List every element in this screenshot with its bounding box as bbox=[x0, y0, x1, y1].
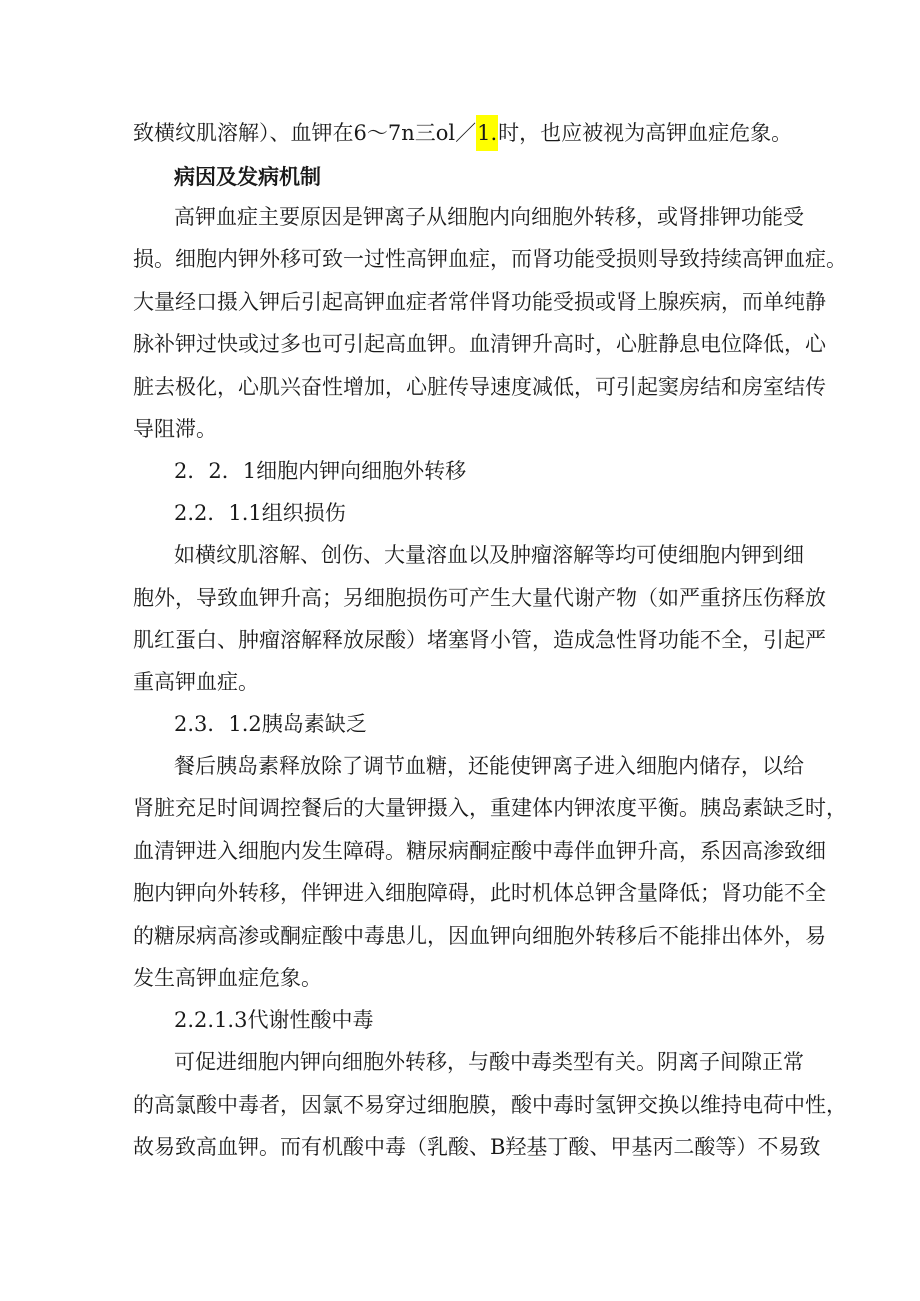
paragraph-line: 重高钾血症。 bbox=[133, 670, 259, 694]
paragraph-line: 损。细胞内钾外移可致一过性高钾血症，而肾功能受损则导致持续高钾血症。 bbox=[133, 247, 847, 271]
highlighted-text: 1. bbox=[476, 115, 498, 151]
subsection-heading: 2．2．1细胞内钾向细胞外转移 bbox=[174, 459, 467, 483]
paragraph-line: 脉补钾过快或过多也可引起高血钾。血清钾升高时，心脏静息电位降低，心 bbox=[133, 332, 826, 356]
paragraph-line: 的高氯酸中毒者，因氯不易穿过细胞膜，酸中毒时氢钾交换以维持电荷中性， bbox=[133, 1093, 847, 1117]
subsection-heading: 2.2．1.1组织损伤 bbox=[174, 501, 346, 525]
subsection-heading: 2.2.1.3代谢性酸中毒 bbox=[174, 1008, 374, 1032]
paragraph-line: 发生高钾血症危象。 bbox=[133, 966, 322, 990]
paragraph-line: 高钾血症主要原因是钾离子从细胞内向细胞外转移，或肾排钾功能受 bbox=[174, 205, 804, 229]
paragraph-line: 的糖尿病高渗或酮症酸中毒患儿，因血钾向细胞外转移后不能排出体外，易 bbox=[133, 924, 826, 948]
section-heading: 病因及发病机制 bbox=[174, 164, 321, 189]
text-run: 时，也应被视为高钾血症危象。 bbox=[498, 121, 793, 145]
paragraph-line: 如横纹肌溶解、创伤、大量溶血以及肿瘤溶解等均可使细胞内钾到细 bbox=[174, 543, 804, 567]
paragraph-line: 胞内钾向外转移，伴钾进入细胞障碍，此时机体总钾含量降低；肾功能不全 bbox=[133, 881, 826, 905]
text-line bbox=[133, 119, 920, 147]
paragraph-line: 血清钾进入细胞内发生障碍。糖尿病酮症酸中毒伴血钾升高，系因高渗致细 bbox=[133, 839, 826, 863]
paragraph-line: 可促进细胞内钾向细胞外转移，与酸中毒类型有关。阴离子间隙正常 bbox=[174, 1050, 804, 1074]
paragraph-line: 导阻滞。 bbox=[133, 417, 217, 441]
subsection-heading: 2.3．1.2胰岛素缺乏 bbox=[174, 712, 367, 736]
paragraph-line: 故易致高血钾。而有机酸中毒（乳酸、B羟基丁酸、甲基丙二酸等）不易致 bbox=[133, 1135, 821, 1159]
paragraph-line: 肾脏充足时间调控餐后的大量钾摄入，重建体内钾浓度平衡。胰岛素缺乏时， bbox=[133, 796, 847, 820]
paragraph-line: 脏去极化，心肌兴奋性增加，心脏传导速度减低，可引起窦房结和房室结传 bbox=[133, 375, 826, 399]
paragraph-line: 胞外，导致血钾升高；另细胞损伤可产生大量代谢产物（如严重挤压伤释放 bbox=[133, 586, 826, 610]
paragraph-line: 大量经口摄入钾后引起高钾血症者常伴肾功能受损或肾上腺疾病，而单纯静 bbox=[133, 290, 826, 314]
paragraph-line: 餐后胰岛素释放除了调节血糖，还能使钾离子进入细胞内储存，以给 bbox=[174, 754, 804, 778]
paragraph-line: 肌红蛋白、肿瘤溶解释放尿酸）堵塞肾小管，造成急性肾功能不全，引起严 bbox=[133, 628, 826, 652]
text-run: 致横纹肌溶解）、血钾在6～7n三ol／ bbox=[133, 121, 477, 145]
